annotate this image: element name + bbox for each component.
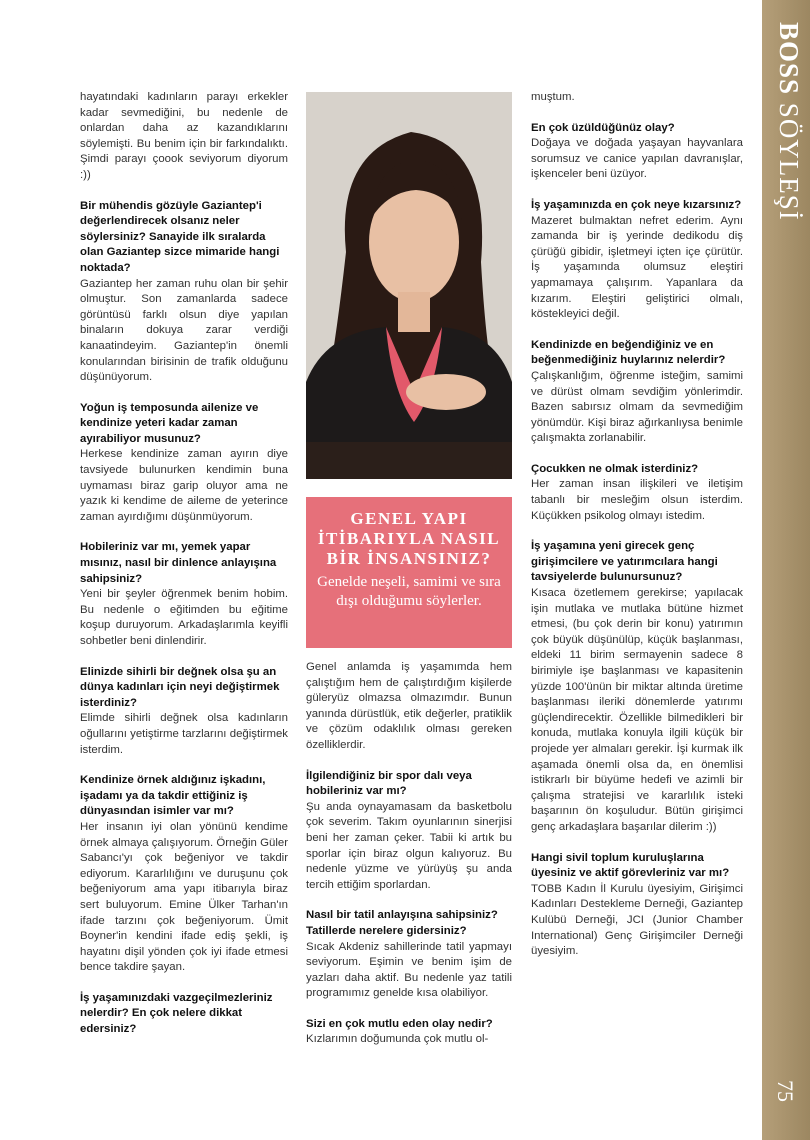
interview-answer: Her insanın iyi olan yönünü kendime örnek almaya çalışıyorum. Örneğin Güler Sabancı'yı çok beğeniyor ve takdir ediyorum. Kararlılığını ve duruşunu çok beğeniyorum ama yapı itibarıyla biraz sert buluyorum. Emine Ülker Tarhan'ın ifade tarzını çok beğeniyorum. Ümit Boyner'in kendini ifade ediş şekli, iş hayatını dişil yönden çok iyi ifade etmesi bence takdire şayan. — [80, 820, 288, 974]
interview-answer: Kızlarımın doğumunda çok mutlu ol- — [306, 1033, 489, 1046]
interview-question: En çok üzüldüğünüz olay? — [531, 121, 675, 134]
interview-answer: Sıcak Akdeniz sahillerinde tatil yapmayı seviyorum. Eşimin ve benim işim de yazları daha aktif. Bu nedenle yaz tatili programımız genelde kısa olabiliyor. — [306, 940, 512, 1000]
interview-question: Çocukken ne olmak isterdiniz? — [531, 462, 699, 475]
interview-question: İş yaşamına yeni girecek genç girişimcilere ve yatırımcılara hangi tavsiyelerde bulunursunuz? — [531, 540, 718, 584]
interview-answer: Yeni bir şeyler öğrenmek benim hobim. Bu nedenle o eğitimden bu eğitime koşup duruyorum. Arkadaşlarımla keyifli sohbetler beni dinlendirir. — [80, 588, 288, 647]
pull-quote-answer: Genelde neşeli, samimi ve sıra dışı olduğumu söylerler. — [317, 574, 501, 609]
interview-answer: muştum. — [531, 91, 575, 103]
interview-answer: Her zaman insan ilişkileri ve iletişim tabanlı bir mesleğim olsun isterdim. Küçükken psikolog olmayı istedim. — [531, 478, 743, 522]
interview-question: Yoğun iş temposunda ailenize ve kendinize yeteri kadar zaman ayırabiliyor musunuz? — [80, 401, 259, 445]
section-title: SÖYLEŞİ — [774, 102, 804, 221]
interview-answer: Şu anda oynayamasam da basketbolu çok severim. Takım oyunlarının sinerjisi beni her zaman çeker. Tabii ki artık bu sporlar için biraz olgun kalıyoruz. Bu nedenle yüzme ve yürüyüş şu anda tercih ettiğim sporlardan. — [306, 800, 512, 891]
column-right — [531, 90, 743, 960]
interview-question: İş yaşamınızda en çok neye kızarsınız? — [531, 198, 742, 211]
interview-answer: Mazeret bulmaktan nefret ederim. Aynı zamanda bir iş yerinde dedikodu diş çürüğü gibidir, işletmeyi içten içe çürütür. İş yaşamında olumsuz eleştiri yapmamaya çalışırım. Yapanlara da kızarım. Eleştiri geliştirici olmalı, köstekleyici değil. — [531, 214, 743, 321]
interview-answer: Doğaya ve doğada yaşayan hayvanlara sorumsuz ve canice yapılan davranışlar, işkenceler beni üzüyor. — [531, 137, 743, 181]
interview-question: Kendinizde en beğendiğiniz ve en beğenmediğiniz huylarınız nelerdir? — [531, 338, 726, 367]
brand-label: BOSS — [774, 22, 804, 96]
pull-quote-headline: GENEL YAPI İTİBARIYLA NASIL BİR İNSANSINIZ? — [317, 509, 501, 568]
portrait-photo — [306, 92, 512, 479]
portrait-illustration — [306, 92, 512, 479]
interview-question: Sizi en çok mutlu eden olay nedir? — [306, 1017, 493, 1030]
interview-question: İş yaşamınızdaki vazgeçilmezleriniz nelerdir? En çok nelere dikkat edersiniz? — [80, 991, 273, 1036]
interview-question: Elinizde sihirli bir değnek olsa şu an dünya kadınları için neyi değiştirmek isterdiniz? — [80, 665, 280, 709]
section-label — [768, 22, 804, 222]
column-left — [80, 90, 288, 1038]
interview-answer: Kısaca özetlemem gerekirse; yapılacak işin mutlaka ve mutlaka bütüne hizmet etmesi, (bu çok derin bir konu) yatırımın çok büyük düşünülüp, küçük başlanması, eldeki 11 birim sermayenin sadece 8 birimiyle işe başlanması ve kapasitenin yüzde 100'ünün bir miktar altında üretime başlanması ileriki dönemlerde yatırımı güçlendirecektir. Özellikle bilmedikleri bir konuda, mutlaka konuyla ilgili küçük bir projede yer almaları gerekir. İşi kurmak ilk aşamada önemli olsa da, en önemlisi istikrarlı bir büyüme hedefi ve azimli bir çalışma stratejisi ve kararlılık isteki başarının ön koşuludur. Bütün girişimci genç arkadaşlara başarılar dilerim :)) — [531, 587, 743, 833]
interview-question: Kendinize örnek aldığınız işkadını, işadamı ya da takdir ettiğiniz iş dünyasından isimler var mı? — [80, 774, 266, 818]
interview-question: Hobileriniz var mı, yemek yapar mısınız, nasıl bir dinlence anlayışına sahipsiniz? — [80, 541, 277, 585]
interview-answer: Genel anlamda iş yaşamımda hem çalıştığım hem de çalıştırdığım kişilerde güleryüz olmazsa olmazımdır. Bunun yanında dürüstlük, etik değerler, pratiklik ve çözüm odaklılık olması gereken özelliklerdir. — [306, 661, 512, 751]
interview-question: Nasıl bir tatil anlayışına sahipsiniz? Tatillerde nerelere gidersiniz? — [306, 909, 498, 937]
column-middle — [306, 660, 512, 1048]
interview-question: Hangi sivil toplum kuruluşlarına üyesiniz ve aktif görevleriniz var mı? — [531, 851, 730, 880]
interview-answer: Çalışkanlığım, öğrenme isteğim, samimi ve dürüst olmam sevdiğim yönlerimdir. Bazen sabırsız olmam da sevmediğim yönümdür. Kişi biraz ağırkanlıysa benimle çalışmakta zorlanabilir. — [531, 369, 743, 445]
section-sidebar — [762, 0, 810, 1140]
interview-answer: Herkese kendinize zaman ayırın diye tavsiyede bulunurken kendimin buna uymaması biraz garip oluyor ama ne yazık ki kendime de aileme de yeterince zaman ayırdığımı düşünmüyorum. — [80, 448, 288, 523]
interview-answer: Elimde sihirli değnek olsa kadınların oğullarını yetiştirme tarzlarını değiştirmek isterdim. — [80, 712, 288, 756]
interview-question: İlgilendiğiniz bir spor dalı veya hobileriniz var mı? — [306, 769, 472, 798]
interview-question: Bir mühendis gözüyle Gaziantep'i değerlendirecek olsanız neler söylersiniz? Sanayide ilk sıralarda olan Gaziantep sizce mimaride hangi noktada? — [80, 199, 280, 274]
pull-quote — [306, 497, 512, 648]
interview-answer: hayatındaki kadınların parayı erkekler kadar sevmediğini, bu nedenle de onlardan daha az kazandıklarını söylemişti. Bu benim için bir farkındalıktı. Şimdi parayı çoook seviyorum diyorum :)) — [80, 91, 288, 181]
page-number: 75 — [773, 1080, 798, 1102]
interview-answer: TOBB Kadın İl Kurulu üyesiyim, Girişimci Kadınları Destekleme Derneği, Gaziantep Kulübü Derneği, JCI (Junior Chamber International) Genç Girişimciler Derneği üyesiyim. — [531, 882, 743, 958]
interview-answer: Gaziantep her zaman ruhu olan bir şehir olmuştur. Son zamanlarda sadece görüntüsü farklı olsun diye yapılan binaların dokuya zarar verdiği kanaatindeyim. Gaziantep'in önemli konularından birisinin de trafik olduğunu düşünüyorum. — [80, 277, 288, 384]
